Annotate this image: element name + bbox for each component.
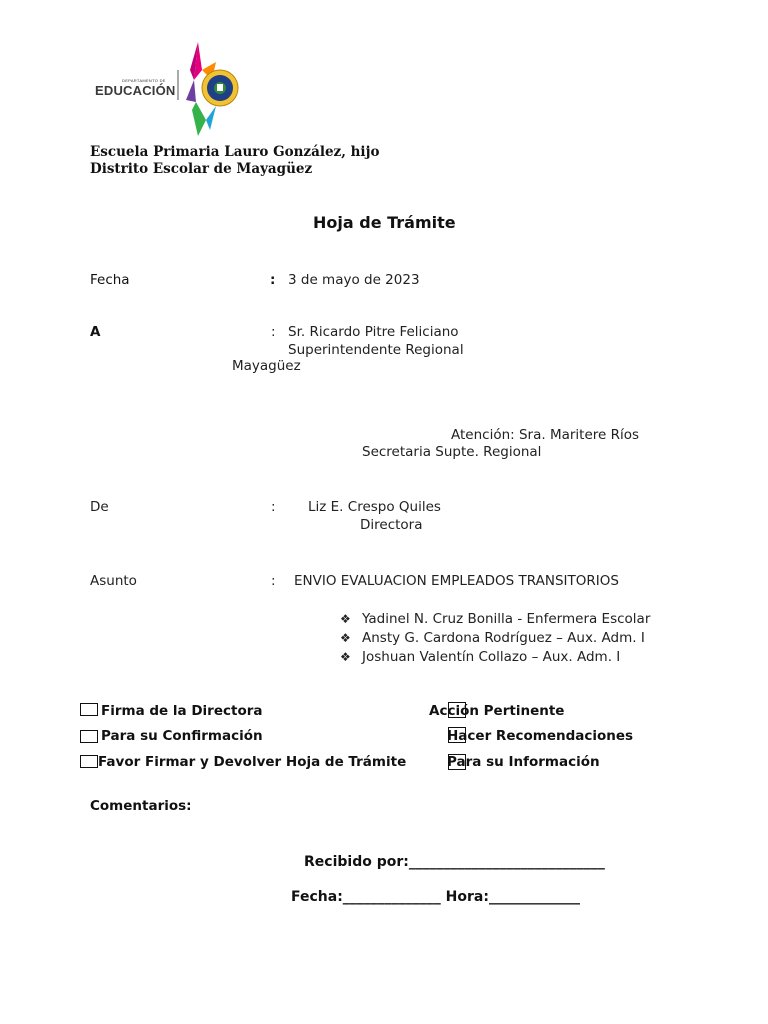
para-confirmacion-checkbox[interactable] [80,730,98,743]
hacer-recomendaciones-checkbox[interactable] [448,727,466,743]
diamond-bullet-icon: ❖ [340,650,351,664]
favor-firmar-label: Favor Firmar y Devolver Hoja de Trámite [98,754,407,770]
recibido-por-line[interactable]: Recibido por:____________________________ [304,854,605,870]
favor-firmar-checkbox[interactable] [80,755,98,768]
firma-directora-checkbox[interactable] [80,703,98,716]
recipient-location: Mayagüez [232,358,301,374]
para-informacion-label: Para su Información [447,754,600,770]
para-informacion-checkbox[interactable] [448,754,466,770]
de-label: De [90,499,109,515]
firma-directora-label: Firma de la Directora [101,703,263,719]
a-label: A [90,324,101,340]
diamond-bullet-icon: ❖ [340,612,351,626]
logo-department-small-text: DEPARTAMENTO DE [122,78,166,83]
list-item [340,611,650,627]
sender-title: Directora [360,517,423,533]
page-title: Hoja de Trámite [313,213,456,232]
hacer-recomendaciones-label: Hacer Recomendaciones [447,728,634,744]
para-confirmacion-label: Para su Confirmación [101,728,263,744]
logo-department-main-text: EDUCACIÓN [95,83,176,98]
comentarios-label: Comentarios: [90,798,192,814]
district-name: Distrito Escolar de Mayagüez [90,161,313,177]
de-colon: : [271,499,276,515]
accion-pertinente-label: Acción Pertinente [429,703,565,719]
asunto-value: ENVIO EVALUACION EMPLEADOS TRANSITORIOS [294,573,619,589]
fecha-hora-line[interactable]: Fecha:______________ Hora:_____________ [291,889,580,905]
accion-pertinente-checkbox[interactable] [448,702,466,718]
asunto-colon: : [271,573,276,589]
recipient-name: Sr. Ricardo Pitre Feliciano [288,324,459,340]
fecha-label: Fecha [90,272,130,288]
diamond-bullet-icon: ❖ [340,631,351,645]
recipient-title: Superintendente Regional [288,342,464,358]
school-name: Escuela Primaria Lauro González, hijo [90,144,380,160]
fecha-value: 3 de mayo de 2023 [288,272,420,288]
a-colon: : [271,324,276,340]
employee-name: Ansty G. Cardona Rodríguez – Aux. Adm. I [362,630,645,646]
attention-title: Secretaria Supte. Regional [362,444,542,460]
attention-line: Atención: Sra. Maritere Ríos [451,427,640,443]
list-item [340,649,620,665]
employee-name: Yadinel N. Cruz Bonilla - Enfermera Escolar [362,611,651,627]
sender-name: Liz E. Crespo Quiles [308,499,441,515]
puerto-rico-seal-icon [176,40,246,140]
employee-name: Joshuan Valentín Collazo – Aux. Adm. I [362,649,621,665]
fecha-colon: : [270,272,276,288]
list-item [340,630,645,646]
asunto-label: Asunto [90,573,137,589]
